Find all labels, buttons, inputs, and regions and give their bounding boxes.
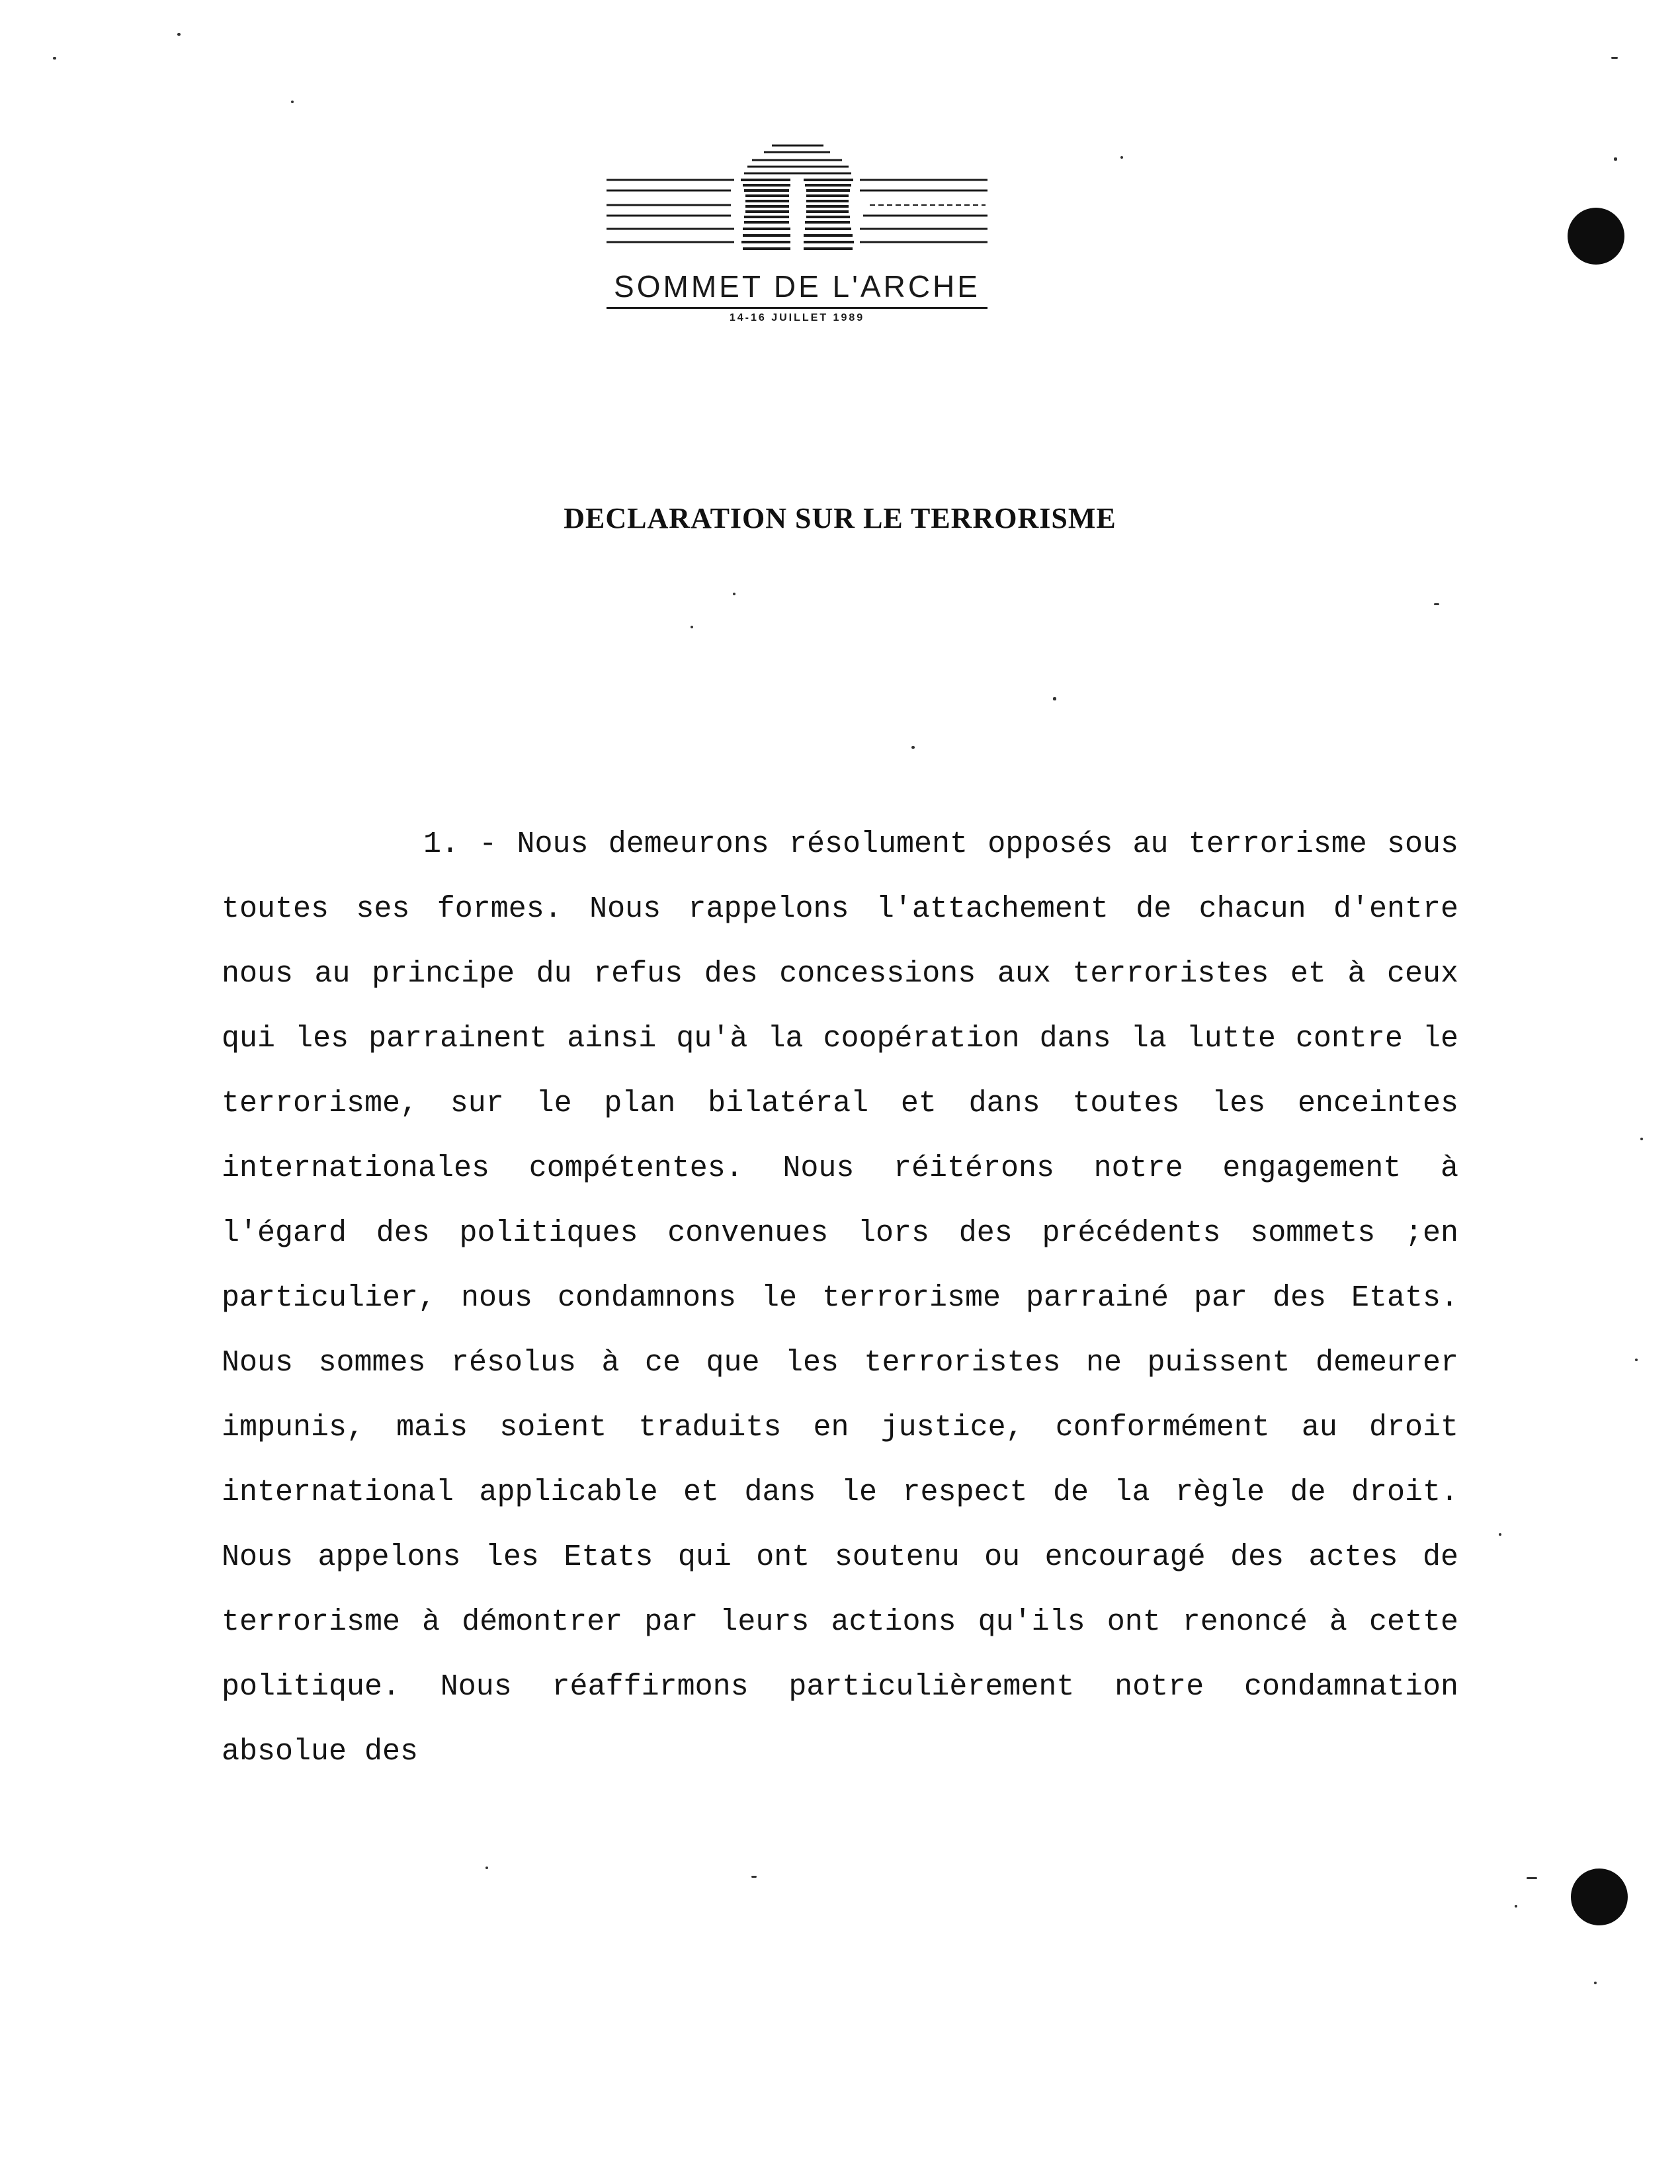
scan-speck: [1635, 1359, 1638, 1361]
scan-speck: [751, 1876, 757, 1878]
scan-speck: [485, 1867, 488, 1869]
scan-speck: [1594, 1982, 1597, 1984]
scan-speck: [1640, 1138, 1643, 1140]
punch-hole-top: [1568, 208, 1624, 265]
summit-logo: [599, 139, 995, 331]
scan-speck: [1527, 1877, 1537, 1879]
scan-speck: [1434, 603, 1439, 605]
document-title: DECLARATION SUR LE TERRORISME: [564, 502, 1116, 534]
logo-underline: [607, 307, 987, 309]
scan-speck: [1499, 1533, 1501, 1536]
scan-speck: [1053, 697, 1056, 700]
scan-speck: [291, 101, 294, 103]
arche-building-logo-icon: [599, 139, 995, 265]
scan-speck: [1611, 57, 1618, 59]
scan-speck: [177, 33, 181, 36]
scan-speck: [1614, 157, 1617, 161]
scan-speck: [911, 746, 915, 749]
logo-date: 14-16 JUILLET 1989: [729, 312, 865, 323]
logo-title: SOMMET DE L'ARCHE: [614, 269, 980, 304]
scan-speck: [1120, 156, 1123, 159]
punch-hole-bottom: [1571, 1869, 1628, 1925]
scan-speck: [1515, 1905, 1517, 1908]
scan-speck: [691, 626, 693, 628]
scan-speck: [733, 593, 735, 595]
paragraph-1: 1. - Nous demeurons résolument opposés au terrorisme sous toutes ses formes. Nous rappelons l'attachement de chacun d'entre nous au principe du refus des concessions aux terroristes et à ceux qui les parrainent ainsi qu'à la coopération dans la lutte contre le terrorisme, sur le plan bilatéral et dans toutes les enceintes internationales compétentes. Nous réitérons notre engagement à l'égard des politiques convenues lors des précédents sommets ;en particulier, nous condamnons le terrorisme parrainé par des Etats. Nous sommes résolus à ce que les terroristes ne puissent demeurer impunis, mais soient traduits en justice, conformément au droit international applicable et dans le respect de la règle de droit. Nous appelons les Etats qui ont soutenu ou encouragé des actes de terrorisme à démontrer par leurs actions qu'ils ont renoncé à cette politique. Nous réaffirmons particulièrement notre condamnation absolue des: [222, 827, 1458, 1769]
scan-speck: [53, 57, 56, 60]
